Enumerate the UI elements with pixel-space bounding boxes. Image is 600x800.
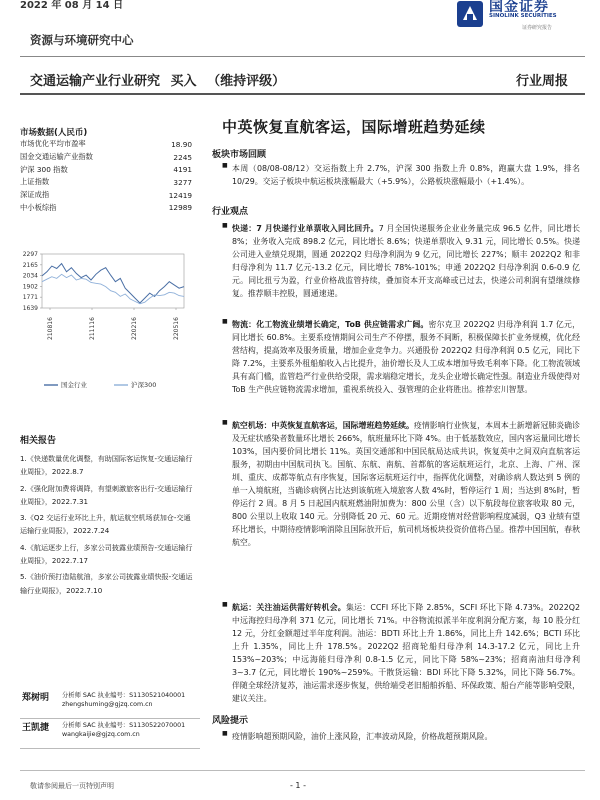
table-row xyxy=(20,163,192,176)
viewpoint-heading: 航运：关注油运供需好转机会。 xyxy=(232,603,346,612)
risk-text: 疫情影响超预期风险，油价上涨风险，汇率波动风险，价格战超预期风险。 xyxy=(232,732,493,741)
y-tick-label: 2297 xyxy=(22,251,38,258)
bullet-icon: ■ xyxy=(222,601,228,608)
report-title: 中英恢复直航客运，国际增班趋势延续 xyxy=(222,118,486,136)
related-report-link[interactable]: 2.《强化附加费将调降，有望刺激旅客出行-交通运输行业周报》，2022.7.31 xyxy=(20,483,193,506)
analyst-card xyxy=(20,720,200,748)
header-divider xyxy=(20,56,585,57)
analyst-divider xyxy=(20,718,200,719)
x-tick-label: 220216 xyxy=(131,317,138,340)
market-value: 12989 xyxy=(168,203,192,213)
market-value: 4191 xyxy=(173,165,192,175)
viewpoint-heading: 快递：7 月快递行业单票收入同比回升。 xyxy=(232,224,379,233)
footer-divider xyxy=(20,770,585,771)
related-reports-title: 相关报告 xyxy=(20,436,57,446)
market-label: 国金交通运输产业指数 xyxy=(20,152,93,162)
x-tick-label: 220516 xyxy=(173,317,180,340)
y-tick-label: 1771 xyxy=(22,294,38,302)
analyst-divider xyxy=(20,748,200,749)
market-label: 市场优化平均市盈率 xyxy=(20,139,86,149)
company-logo xyxy=(456,0,582,34)
x-tick-label: 211116 xyxy=(89,317,96,340)
research-center: 资源与环境研究中心 xyxy=(30,33,134,47)
page-number: - 1 - xyxy=(290,781,306,790)
y-tick-label: 1902 xyxy=(22,283,38,291)
market-label: 沪深 300 指数 xyxy=(20,164,68,174)
logo-mark-icon xyxy=(456,0,484,28)
viewpoint-express xyxy=(222,222,580,300)
logo-subtitle: 证券研究报告 xyxy=(522,25,553,31)
market-label: 深证成指 xyxy=(20,190,50,200)
rating-note: （维持评级） xyxy=(207,74,286,89)
analyst-cert: 分析师 SAC 执业编号：S1130522070001 xyxy=(62,722,186,729)
series-line-1 xyxy=(42,264,184,303)
logo-english-name: SINOLINK SECURITIES xyxy=(489,13,557,19)
market-review-text: 本周（08/08-08/12）交运指数上升 2.7%，沪深 300 指数上升 0.8%，跑赢大盘 1.9%，排名 10/29。交运子板块中航运板块涨幅最大（+5.9%），公路板块涨幅最小（+1.4%）。 xyxy=(232,164,580,186)
risk-warning xyxy=(222,730,580,743)
related-report-link[interactable]: 3.《Q2 交运行业环比上升，航运航空机场获加仓-交通运输行业周报》，2022.7.24 xyxy=(20,513,191,536)
industry-name: 交通运输产业行业研究 xyxy=(30,74,161,89)
footer-disclaimer: 敬请参阅最后一页特别声明 xyxy=(30,782,114,790)
market-data-table xyxy=(20,138,192,214)
market-data-title: 市场数据(人民币) xyxy=(20,128,88,138)
market-review xyxy=(222,162,580,188)
legend-label: 国金行业 xyxy=(61,381,87,389)
analyst-cert: 分析师 SAC 执业编号：S1130521040001 xyxy=(62,692,186,699)
market-label: 中小板综指 xyxy=(20,202,57,212)
analyst-email[interactable]: zhengshuming@gjzq.com.cn xyxy=(62,701,153,708)
analyst-info xyxy=(62,691,212,709)
analyst-name: 郑树明 xyxy=(22,693,50,703)
viewpoint-heading: 物流：化工物流业绩增长确定，ToB 供应链需求广阔。 xyxy=(232,320,429,329)
analyst-name: 王凯捷 xyxy=(22,723,50,733)
logo-chinese-name: 国金证券 xyxy=(489,0,549,15)
report-type: 行业周报 xyxy=(515,74,568,89)
viewpoint-text: 集运：CCFI 环比下降 2.85%，SCFI 环比下降 4.73%。2022Q2 中远海控归母净利 371 亿元，同比增长 71%。中谷物流拟派半年度利润分配方案，每 10 股分红 12 元，分红金额超过半年度利润。油运：BDTI 环比上升 1.86%，同比上升 142.6%；BCTI 环比上升 1.35%，同比上升 178.5%。2022Q2 招商轮船归母净利 14.3-17.2 亿元，同比上升 153%~203%；中远海能归母净利 0.8-1.5 亿元，同比下降 58%~23%；招商南油归母净利 3~3.7 亿元，同比增长 190%~259%。干散货运输：BDI 环比下降 5.32%，同比下降 56.7%。伴随全球经济复苏，油运需求逐步恢复，供给端受老旧船舶拆船、环保政策、船台产能等影响受限，建议关注。 xyxy=(232,603,580,703)
market-value: 18.90 xyxy=(171,139,192,149)
bullet-icon: ■ xyxy=(222,730,228,737)
viewpoint-logistics xyxy=(222,318,580,396)
market-label: 上证指数 xyxy=(20,177,50,187)
rating: 买入 xyxy=(170,74,197,89)
analyst-info xyxy=(62,721,212,739)
viewpoint-aviation xyxy=(222,419,580,549)
market-value: 2245 xyxy=(173,152,192,162)
related-reports xyxy=(20,433,195,600)
market-value: 3277 xyxy=(173,177,192,187)
y-tick-label: 2165 xyxy=(22,261,38,269)
bullet-icon: ■ xyxy=(222,222,228,229)
industry-view-heading: 行业观点 xyxy=(212,207,249,217)
related-report-link[interactable]: 1.《快递数量优化调整，有助国际客运恢复-交通运输行业周报》，2022.8.7 xyxy=(20,454,193,477)
bullet-icon: ■ xyxy=(222,419,228,426)
table-row xyxy=(20,151,192,164)
table-row xyxy=(20,201,192,214)
analyst-card xyxy=(20,690,200,718)
analyst-email[interactable]: wangkaijie@gjzq.com.cn xyxy=(62,731,140,738)
viewpoint-heading: 航空机场：中英恢复直航客运，国际增班趋势延续。 xyxy=(232,421,414,430)
table-row xyxy=(20,176,192,189)
plot-frame xyxy=(42,254,184,308)
market-value: 12419 xyxy=(168,190,192,200)
bullet-icon: ■ xyxy=(222,162,228,169)
header-divider-thick xyxy=(20,93,585,95)
viewpoint-text: 疫情影响行业恢复，本周本土新增新冠肺炎确诊及无症状感染者数量环比增长 266%，航班量环比下降 4%。由于低基数效应，国内客运量同比增长 103%，国内要价同比增长 11%。英国交通部和中国民航局达成共识，恢复英中之间双向直航客运服务，初期由中国航司执飞。国航、东航、南航、首都航的客运航班运行，北京、上海、广州、深圳、重庆、成都等航点有序恢复，国际客运航班运行中，指挥优化调整，对确诊病人数达到 5 例的单一入境航班，当确诊病例占比达到该航班入境旅客人数 4%时，暂停运行 1 周；当达到 8%时，暂停运行 2 周。8 月 5 日起国内航班燃油附加费为：800 公里（含）以下航段每位旅客收取 80 元，800 公里以上收取 140 元。分别降低 20 元、60 元。近期疫情对经营影响程度减弱，Q3 业绩有望环比增长，中期待疫情影响消除且国际放开后，航司机场板块投资价值将凸显。推荐中国国航，春秋航空。 xyxy=(232,421,580,547)
report-classification xyxy=(30,70,291,89)
related-report-link[interactable]: 5.《油价预打造陆航油，多家公司披露业绩快报-交通运输行业周报》，2022.7.10 xyxy=(20,572,193,595)
legend-label: 沪深300 xyxy=(131,381,157,389)
viewpoint-text: 7 月全国快递服务企业业务量完成 96.5 亿件，同比增长 8%；业务收入完成 898.2 亿元，同比增长 8.6%；快递单票收入 9.31 元，同比增长 0.5%。快递公司进入业绩兑现期，圆通 2022Q2 归母净利润为 9 亿元，同比增长 227%；顺丰 2022Q2 和非归母净利为 11.7 亿元-13.2 亿元，同比增长 78%-101%；申通 2022Q2 归母净利润 0.6-0.9 亿元。同比扭亏为盈，行业价格战监管持续，叠加资本开支高峰或已过去，快递公司利润有望继续修复。推荐顺丰控股，圆通速递。 xyxy=(232,224,580,298)
risk-heading: 风险提示 xyxy=(212,716,249,726)
table-row xyxy=(20,189,192,202)
bullet-icon: ■ xyxy=(222,318,228,325)
viewpoint-shipping xyxy=(222,601,580,705)
related-report-link[interactable]: 4.《航运逐步上行，多家公司披露业绩预告-交通运输行业周报》，2022.7.17 xyxy=(20,542,193,566)
y-tick-label: 2034 xyxy=(22,272,38,280)
index-line-chart xyxy=(14,246,194,396)
y-tick-label: 1639 xyxy=(22,305,38,312)
viewpoint-text: 密尔克卫 2022Q2 归母净利润 1.7 亿元，同比增长 60.8%。主要系疫情期间公司生产不停摆，服务不间断，积极保障长扩业务规模，优化经营结构，提高效率及服务质量，增加企业竞争力。兴通股份 2022Q2 归母净利润 0.5 亿元，同比下降 7.2%，主要系外租船舶收入占比提升，油价增长及人工成本增加导致毛利率下降。化工物流领域具有高门槛，监管趋严行业供给受限，需求端稳定增长，龙头企业增长确定性强。制造业升级使得对 ToB 生产供应链物流需求增加，重视系统投入、强管理的企业将胜出。推荐宏川智慧。 xyxy=(232,320,580,394)
report-date: 2022 年 08 月 14 日 xyxy=(20,0,124,11)
x-tick-label: 210816 xyxy=(47,317,54,340)
market-review-heading: 板块市场回顾 xyxy=(212,150,267,160)
table-row xyxy=(20,138,192,151)
